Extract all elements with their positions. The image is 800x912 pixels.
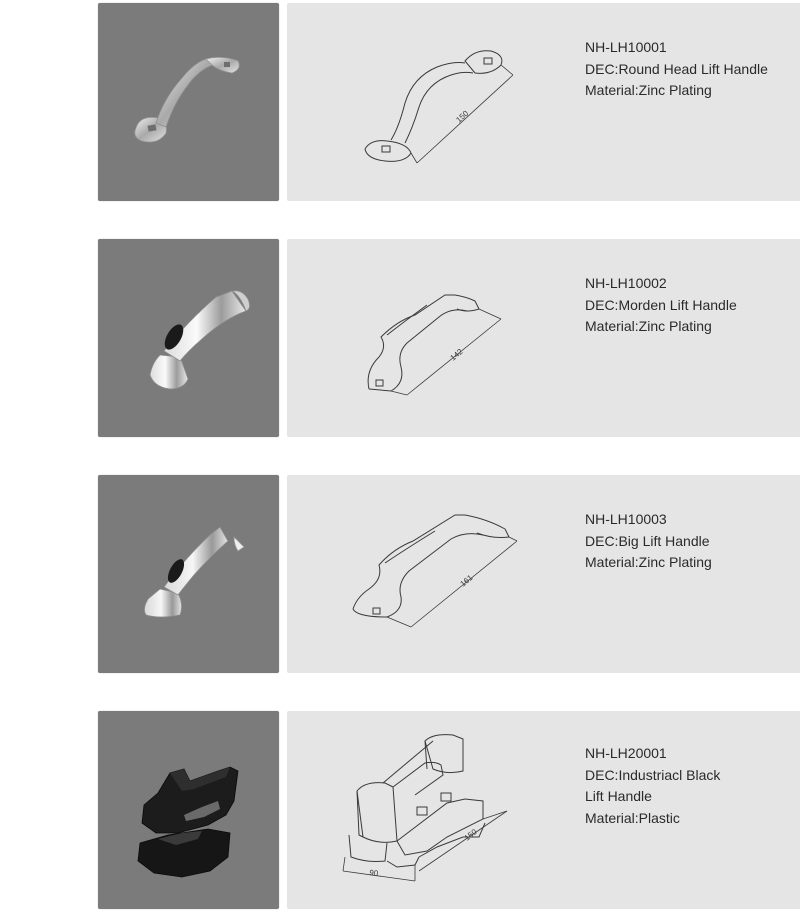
plastic-handle-drawing-icon — [287, 711, 800, 909]
black-plastic-handle-photo-icon — [98, 711, 279, 909]
product-info — [585, 37, 768, 102]
morden-handle-drawing-icon — [287, 239, 800, 437]
big-handle-photo-icon — [98, 475, 279, 673]
product-code: NH-LH10001 — [585, 39, 667, 55]
product-material: Material:Zinc Plating — [585, 82, 712, 98]
product-photo — [98, 3, 279, 201]
product-code: NH-LH10003 — [585, 511, 667, 527]
dimension-label: 150 — [454, 108, 471, 125]
product-material: Material:Zinc Plating — [585, 554, 712, 570]
product-description: DEC:Round Head Lift Handle — [585, 60, 768, 77]
product-code: NH-LH20001 — [585, 745, 667, 761]
product-material: Material:Plastic — [585, 809, 680, 826]
product-row — [0, 475, 800, 673]
product-drawing-panel — [287, 239, 800, 437]
dimension-label: 142 — [448, 347, 465, 363]
morden-handle-photo-icon — [98, 239, 279, 437]
round-head-handle-drawing-icon — [287, 3, 800, 201]
product-drawing-panel — [287, 475, 800, 673]
product-drawing-panel — [287, 3, 800, 201]
product-photo — [98, 475, 279, 673]
product-description: DEC:Industriacl Black — [585, 766, 721, 783]
dimension-label: 90 — [368, 868, 379, 879]
product-info — [585, 509, 712, 574]
product-row — [0, 711, 800, 909]
product-description-continued: Lift Handle — [585, 788, 652, 804]
product-code: NH-LH10002 — [585, 275, 667, 291]
product-info — [585, 743, 720, 829]
product-photo — [98, 239, 279, 437]
product-description: DEC:Big Lift Handle — [585, 532, 710, 549]
product-drawing-panel — [287, 711, 800, 909]
product-row — [0, 239, 800, 437]
dimension-label: 161 — [458, 573, 475, 589]
product-material: Material:Zinc Plating — [585, 318, 712, 334]
dimension-label: 150 — [462, 827, 479, 843]
product-description: DEC:Morden Lift Handle — [585, 296, 737, 313]
big-handle-drawing-icon — [287, 475, 800, 673]
product-info — [585, 273, 737, 338]
product-photo — [98, 711, 279, 909]
product-row — [0, 3, 800, 201]
zinc-lift-handle-photo-icon — [98, 3, 279, 201]
